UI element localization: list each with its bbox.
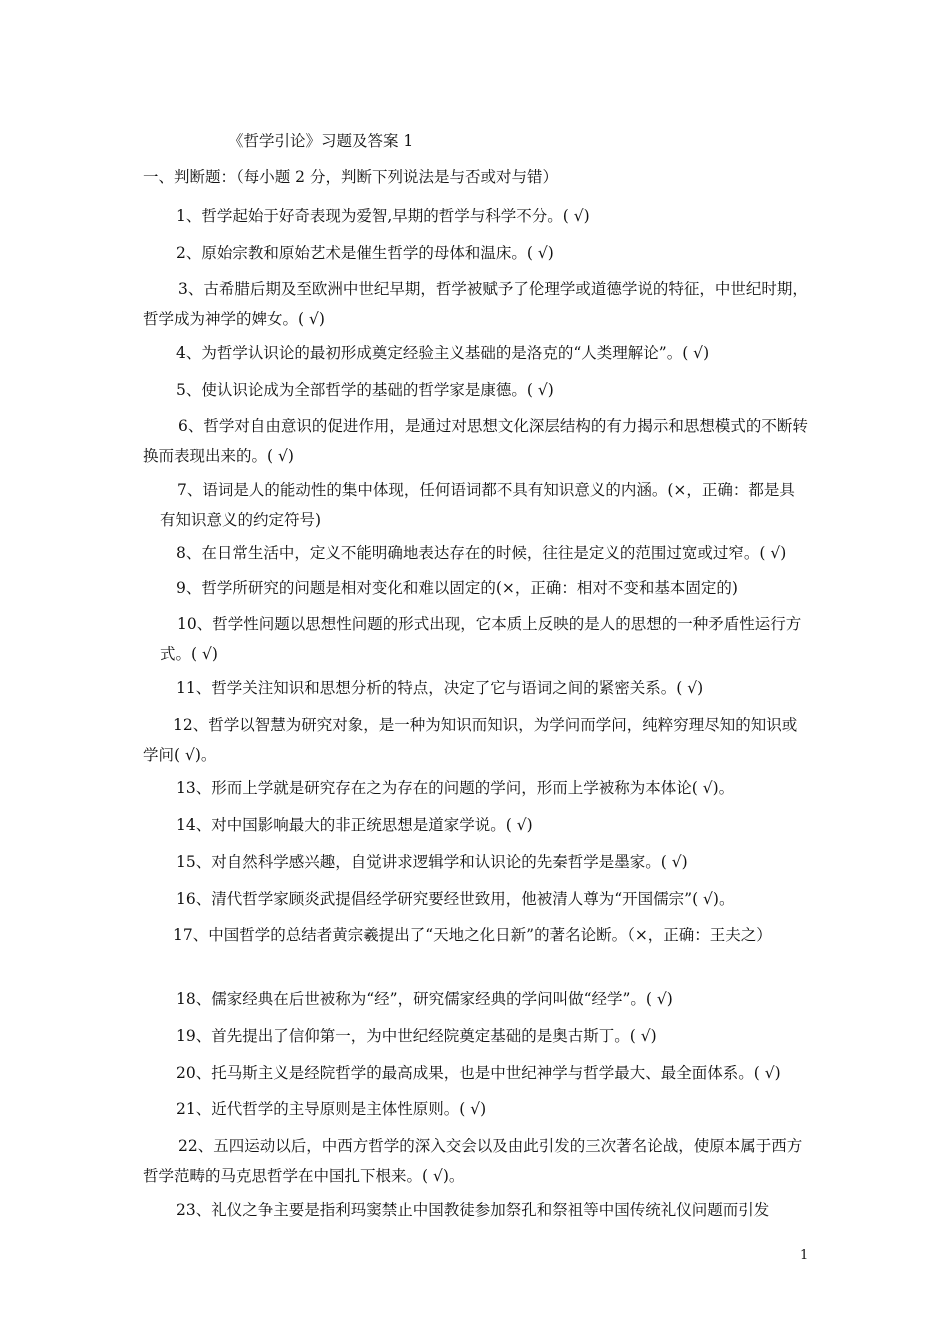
question-item-17: 17、中国哲学的总结者黄宗羲提出了“天地之化日新”的著名论断。（×，正确：王夫之） bbox=[173, 926, 772, 944]
question-item-3: 3、古希腊后期及至欧洲中世纪早期，哲学被赋予了伦理学或道德学说的特征，中世纪时期，哲学成为神学的婢女。( √) bbox=[143, 280, 808, 328]
question-item-23: 23、礼仪之争主要是指利玛窦禁止中国教徒参加祭孔和祭祖等中国传统礼仪问题而引发 bbox=[176, 1201, 770, 1219]
question-item-11: 11、哲学关注知识和思想分析的特点，决定了它与语词之间的紧密关系。( √) bbox=[176, 679, 704, 697]
question-item-19: 19、首先提出了信仰第一，为中世纪经院奠定基础的是奥古斯丁。( √) bbox=[176, 1027, 657, 1045]
question-item-9: 9、哲学所研究的问题是相对变化和难以固定的(×，正确：相对不变和基本固定的) bbox=[176, 579, 738, 597]
question-item-13: 13、形而上学就是研究存在之为存在的问题的学问，形而上学被称为本体论( √)。 bbox=[176, 779, 735, 797]
section-heading: 一、判断题：（每小题 2 分，判断下列说法是与否或对与错） bbox=[143, 168, 558, 186]
question-item-12: 12、哲学以智慧为研究对象，是一种为知识而知识，为学问而学问，纯粹穷理尽知的知识或学问( √)。 bbox=[143, 716, 798, 764]
question-item-14: 14、对中国影响最大的非正统思想是道家学说。( √) bbox=[176, 816, 533, 834]
question-item-1: 1、哲学起始于好奇表现为爱智,早期的哲学与科学不分。( √) bbox=[176, 207, 590, 225]
question-item-4: 4、为哲学认识论的最初形成奠定经验主义基础的是洛克的“人类理解论”。( √) bbox=[176, 344, 710, 362]
question-item-22: 22、五四运动以后，中西方哲学的深入交会以及由此引发的三次著名论战，使原本属于西方哲学范畴的马克思哲学在中国扎下根来。( √)。 bbox=[143, 1137, 803, 1185]
question-item-2: 2、原始宗教和原始艺术是催生哲学的母体和温床。( √) bbox=[176, 244, 554, 262]
page-number: 1 bbox=[800, 1248, 809, 1263]
question-item-10: 10、哲学性问题以思想性问题的形式出现，它本质上反映的是人的思想的一种矛盾性运行方式。( √) bbox=[160, 615, 802, 663]
question-item-18: 18、儒家经典在后世被称为“经”，研究儒家经典的学问叫做“经学”。( √) bbox=[176, 990, 673, 1008]
question-item-20: 20、托马斯主义是经院哲学的最高成果，也是中世纪神学与哲学最大、最全面体系。( √) bbox=[176, 1064, 781, 1082]
document-title: 《哲学引论》习题及答案 1 bbox=[228, 132, 414, 150]
question-item-15: 15、对自然科学感兴趣，自觉讲求逻辑学和认识论的先秦哲学是墨家。( √) bbox=[176, 853, 688, 871]
question-item-7: 7、语词是人的能动性的集中体现，任何语词都不具有知识意义的内涵。(×，正确：都是具有知识意义的约定符号) bbox=[160, 481, 795, 529]
question-item-8: 8、在日常生活中，定义不能明确地表达存在的时候，往往是定义的范围过宽或过窄。( √) bbox=[176, 544, 787, 562]
question-item-21: 21、近代哲学的主导原则是主体性原则。( √) bbox=[176, 1100, 487, 1118]
question-item-6: 6、哲学对自由意识的促进作用，是通过对思想文化深层结构的有力揭示和思想模式的不断转换而表现出来的。( √) bbox=[143, 417, 808, 465]
question-item-5: 5、使认识论成为全部哲学的基础的哲学家是康德。( √) bbox=[176, 381, 554, 399]
question-item-16: 16、清代哲学家顾炎武提倡经学研究要经世致用，他被清人尊为“开国儒宗”( √)。 bbox=[176, 890, 735, 908]
